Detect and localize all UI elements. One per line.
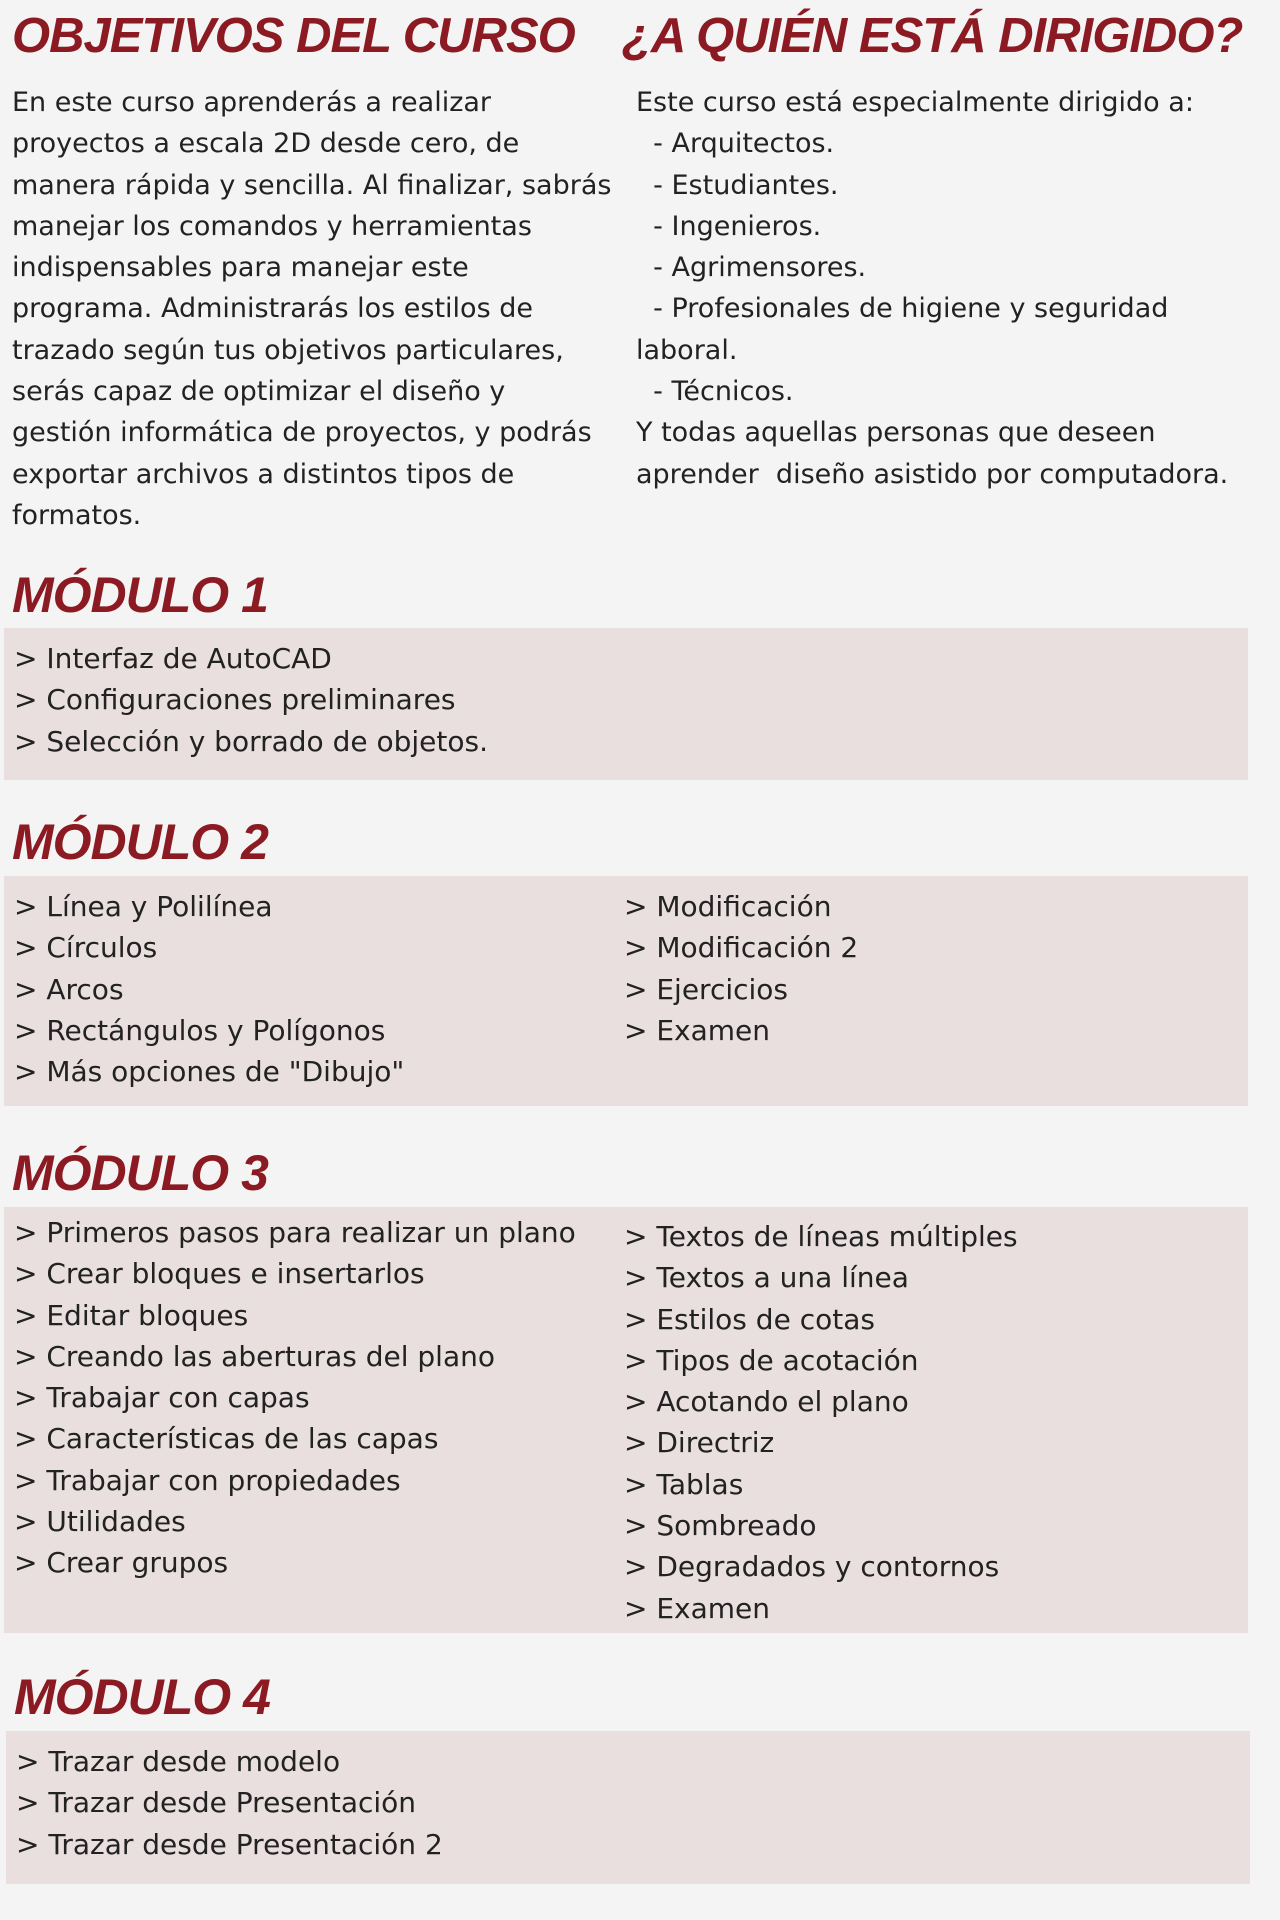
modulo-2-right-list (624, 886, 858, 1051)
list-item: > Tipos de acotación (624, 1343, 919, 1377)
list-item: > Selección y borrado de objetos. (14, 724, 488, 758)
list-item: > Trazar desde modelo (16, 1745, 341, 1778)
list-item: > Primeros pasos para realizar un plano (14, 1216, 576, 1249)
modulo-1-list (14, 638, 488, 762)
objetivos-heading: OBJETIVOS DEL CURSO (12, 9, 575, 63)
list-item: > Crear grupos (14, 1546, 229, 1580)
list-item: > Modificación (624, 890, 832, 923)
list-item: > Trazar desde Presentación (16, 1786, 417, 1820)
list-item: > Trabajar con propiedades (14, 1463, 401, 1497)
modulo-4-box (6, 1731, 1250, 1884)
list-item: > Utilidades (14, 1505, 186, 1539)
list-item: > Crear bloques e insertarlos (14, 1257, 425, 1291)
list-item: > Creando las aberturas del plano (14, 1339, 495, 1373)
list-item: > Tablas (624, 1467, 744, 1501)
list-item: > Línea y Polilínea (14, 890, 273, 923)
list-item: > Trabajar con capas (14, 1381, 310, 1415)
modulo-2-left-list (14, 886, 404, 1092)
list-item: > Textos a una línea (624, 1261, 909, 1295)
modulo-2-heading: MÓDULO 2 (12, 814, 268, 870)
list-item: > Características de las capas (14, 1422, 439, 1456)
list-item: > Examen (624, 1013, 771, 1047)
list-item: > Directriz (624, 1426, 775, 1460)
list-item: > Interfaz de AutoCAD (14, 642, 332, 675)
list-item: > Degradados y contornos (624, 1550, 1000, 1584)
modulo-3-right-list (624, 1216, 1018, 1629)
modulo-3-heading: MÓDULO 3 (12, 1145, 268, 1201)
list-item: > Círculos (14, 931, 158, 965)
list-item: > Rectángulos y Polígonos (14, 1013, 386, 1047)
modulo-3-left-list (14, 1212, 576, 1584)
list-item: > Trazar desde Presentación 2 (16, 1827, 443, 1861)
modulo-3-box (4, 1207, 1248, 1633)
list-item: > Editar bloques (14, 1298, 249, 1332)
list-item: > Examen (624, 1591, 771, 1625)
list-item: > Más opciones de "Dibujo" (14, 1055, 405, 1089)
modulo-2-box (4, 876, 1248, 1106)
list-item: > Estilos de cotas (624, 1302, 875, 1336)
modulo-1-heading: MÓDULO 1 (12, 567, 268, 623)
list-item: > Arcos (14, 972, 124, 1006)
list-item: > Sombreado (624, 1509, 817, 1543)
list-item: > Ejercicios (624, 972, 789, 1006)
dirigido-text: Este curso está especialmente dirigido a: - Arquitectos. - Estudiantes. - Ingenieros. - Agrimensores. - Profesionales de higiene y seguridad laboral. - Técnicos. Y todas aquellas personas que deseen aprender diseño asistido por computadora. (636, 87, 1229, 490)
list-item: > Configuraciones preliminares (14, 683, 456, 717)
objetivos-text: En este curso aprenderás a realizar proyectos a escala 2D desde cero, de manera rápida y sencilla. Al finalizar, sabrás manejar los comandos y herramientas indispensables para manejar este programa. Administrarás los estilos de trazado según tus objetivos particulares, serás capaz de optimizar el diseño y gestión informática de proyectos, y podrás exportar archivos a distintos tipos de formatos. (12, 87, 612, 531)
list-item: > Textos de líneas múltiples (624, 1220, 1018, 1253)
list-item: > Acotando el plano (624, 1385, 909, 1419)
modulo-1-box (4, 628, 1248, 780)
list-item: > Modificación 2 (624, 931, 859, 965)
modulo-4-heading: MÓDULO 4 (14, 1669, 270, 1725)
modulo-4-list (16, 1741, 443, 1865)
dirigido-heading: ¿A QUIÉN ESTÁ DIRIGIDO? (622, 9, 1243, 63)
